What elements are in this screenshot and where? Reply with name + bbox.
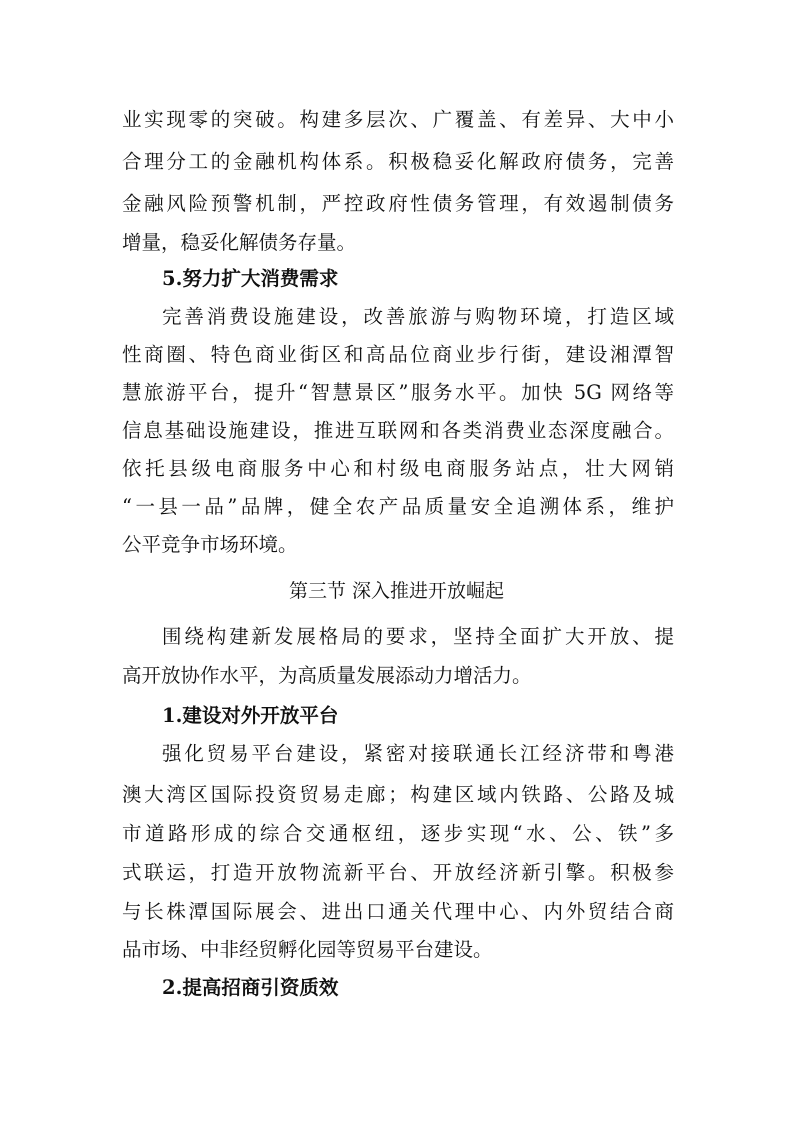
paragraph-line: “一县一品”品牌，健全农产品质量安全追溯体系，维护 bbox=[122, 495, 674, 518]
paragraph-line: 围绕构建新发展格局的要求，坚持全面扩大开放、提 bbox=[162, 625, 674, 648]
paragraph-line: 品市场、中非经贸孵化园等贸易平台建设。 bbox=[122, 938, 493, 961]
paragraph-line: 业实现零的突破。构建多层次、广覆盖、有差异、大中小 bbox=[122, 108, 674, 131]
paragraph-line: 与长株潭国际展会、进出口通关代理中心、内外贸结合商 bbox=[122, 900, 674, 923]
paragraph-line: 市道路形成的综合交通枢纽，逐步实现“水、公、铁”多 bbox=[122, 822, 674, 845]
subsection-heading: 2.提高招商引资质效 bbox=[162, 976, 339, 999]
paragraph-line: 性商圈、特色商业街区和高品位商业步行街，建设湘潭智 bbox=[122, 343, 674, 366]
paragraph-line: 依托县级电商服务中心和村级电商服务站点，壮大网销 bbox=[122, 457, 674, 480]
subsection-heading: 5.努力扩大消费需求 bbox=[162, 267, 339, 290]
paragraph-line: 合理分工的金融机构体系。积极稳妥化解政府债务，完善 bbox=[122, 150, 674, 173]
paragraph-line: 高开放协作水平，为高质量发展添动力增活力。 bbox=[122, 664, 532, 687]
paragraph-line: 增量，稳妥化解债务存量。 bbox=[122, 231, 357, 254]
paragraph-line: 公平竞争市场环境。 bbox=[122, 533, 298, 556]
paragraph-line: 式联运，打造开放物流新平台、开放经济新引擎。积极参 bbox=[122, 861, 674, 884]
paragraph-line: 澳大湾区国际投资贸易走廊；构建区域内铁路、公路及城 bbox=[122, 783, 674, 806]
subsection-heading: 1.建设对外开放平台 bbox=[162, 704, 339, 727]
paragraph-line: 完善消费设施建设，改善旅游与购物环境，打造区域 bbox=[162, 305, 674, 328]
paragraph-line: 强化贸易平台建设，紧密对接联通长江经济带和粤港 bbox=[162, 742, 674, 765]
paragraph-line: 信息基础设施建设，推进互联网和各类消费业态深度融合。 bbox=[122, 419, 674, 442]
paragraph-line: 金融风险预警机制，严控政府性债务管理，有效遏制债务 bbox=[122, 192, 674, 215]
paragraph-line: 慧旅游平台，提升“智慧景区”服务水平。加快 5G 网络等 bbox=[122, 381, 674, 404]
section-title: 第三节 深入推进开放崛起 bbox=[288, 580, 505, 602]
